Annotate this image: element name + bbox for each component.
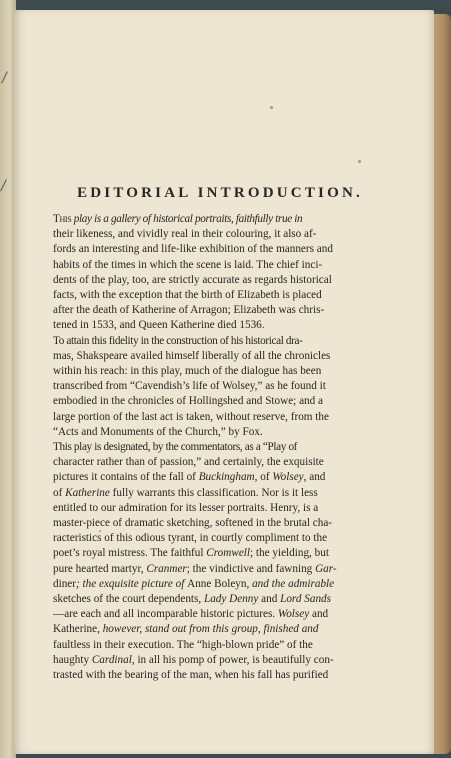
text-line <box>40 273 400 288</box>
text-segment: sketches of the court dependents, <box>53 593 204 606</box>
text-segment: entitled to our admiration for its lesser portraits. Henry, is a <box>53 501 319 514</box>
text-line <box>40 531 400 546</box>
text-segment: diner <box>53 577 76 590</box>
text-line <box>40 242 400 257</box>
paragraph <box>40 440 400 683</box>
text-line <box>40 379 400 394</box>
italic-name: Cardinal <box>91 653 132 666</box>
text-line <box>40 638 400 653</box>
text-segment: “Acts and Monuments of the Church,” by Fox. <box>53 425 263 438</box>
text-line <box>27 334 400 349</box>
text-segment: Anne Boleyn <box>187 577 247 590</box>
text-segment: —are each and all incomparable historic pictures. <box>53 608 278 621</box>
section-heading: EDITORIAL INTRODUCTION. <box>77 185 363 201</box>
text-segment: embodied in the chronicles of Hollingshed and Stowe; and a <box>53 395 323 408</box>
text-segment: faultless in their execution. The “high-blown pride” of the <box>53 638 313 651</box>
text-segment: This play is designated, by the commentators, as a “Play of <box>53 441 298 454</box>
italic-name: , and the admirable <box>246 577 335 590</box>
text-segment: trasted with the bearing of the man, when his fall has purified <box>53 669 329 682</box>
text-line <box>40 668 400 683</box>
text-segment: tened in 1533, and Queen Katherine died 1536. <box>53 319 265 332</box>
text-segment: and <box>309 608 329 621</box>
text-segment: within his reach: in this play, much of the dialogue has been <box>53 365 322 378</box>
italic-name: Wolsey <box>277 608 310 621</box>
text-line <box>40 349 400 364</box>
italic-name: Lord Sands <box>280 593 331 606</box>
text-segment: pure hearted martyr, <box>53 562 147 575</box>
text-segment: poet’s royal mistress. The faithful <box>53 547 207 560</box>
text-segment: haughty <box>53 653 92 666</box>
text-line <box>40 227 400 242</box>
text-line <box>40 410 400 425</box>
text-line <box>40 562 400 577</box>
text-line <box>40 501 400 516</box>
text-segment: fully warrants this classification. Nor is it less <box>109 486 318 499</box>
text-segment: pictures it contains of the fall of <box>53 471 199 484</box>
text-line <box>40 455 400 470</box>
text-segment: dents of the play, too, are strictly accurate as regards historical <box>53 273 332 286</box>
text-segment: and <box>258 593 281 606</box>
text-line <box>40 394 400 409</box>
text-segment: facts, with the exception that the birth of Elizabeth is placed <box>53 289 322 302</box>
text-line <box>40 592 400 607</box>
text-line <box>40 364 400 379</box>
text-line <box>27 212 400 227</box>
text-line <box>40 516 400 531</box>
text-line <box>27 440 400 455</box>
paragraph <box>40 212 400 334</box>
text-segment: large portion of the last act is taken, without reserve, from the <box>53 410 329 423</box>
paper-spot <box>358 160 361 163</box>
text-segment: habits of the times in which the scene is laid. The chief inci- <box>53 258 323 271</box>
paragraph <box>40 334 400 440</box>
text-segment: transcribed from “Cavendish’s life of Wolsey,” as he found it <box>53 380 326 393</box>
text-line <box>40 546 400 561</box>
italic-name: Wolsey <box>272 471 304 484</box>
book-fore-edge <box>431 14 451 754</box>
italic-name: ; the exquisite picture of <box>76 577 188 590</box>
text-segment: , in all his pomp of power, is beautifully con- <box>131 653 334 666</box>
text-line <box>40 318 400 333</box>
pencil-mark: / <box>2 70 7 86</box>
text-segment: racteristics of this odious tyrant, in courtly compliment to the <box>53 532 328 545</box>
text-segment: , and <box>303 471 326 484</box>
italic-name: , however, stand out from this group, finished and <box>97 623 319 636</box>
text-line <box>40 470 400 485</box>
paper-spot <box>270 106 273 109</box>
text-segment: mas, Shakspeare availed himself liberally of all the chronicles <box>53 349 331 362</box>
text-line <box>40 622 400 637</box>
italic-name: Cromwell <box>206 547 250 560</box>
text-segment: after the death of Katherine of Arragon; Elizabeth was chris- <box>53 304 325 317</box>
text-segment: , of <box>254 471 273 484</box>
text-segment: of <box>53 486 66 499</box>
italic-name: play is a gallery of historical portraits, faithfully true in <box>71 213 303 225</box>
text-line <box>40 288 400 303</box>
italic-name: Katherine <box>65 486 110 499</box>
italic-name: Cranmer <box>146 562 187 575</box>
text-segment: their likeness, and vividly real in their colouring, it also af- <box>53 228 317 241</box>
body-text <box>40 212 400 683</box>
text-line <box>40 607 400 622</box>
pencil-mark: / <box>1 178 6 194</box>
italic-name: Gar- <box>315 562 337 575</box>
italic-name: Lady Denny <box>203 593 259 606</box>
text-line <box>40 577 400 592</box>
text-segment: character rather than of passion,” and certainly, the exquisite <box>53 456 324 469</box>
text-segment: Katherine <box>53 623 98 636</box>
text-segment: To attain this fidelity in the construction of his historical dra- <box>53 334 303 347</box>
italic-name: Buckingham <box>198 471 255 484</box>
text-segment: ; the vindictive and fawning <box>186 562 316 575</box>
text-line <box>40 425 400 440</box>
text-line <box>40 653 400 668</box>
text-line <box>40 258 400 273</box>
text-segment: ; the yielding, but <box>250 547 329 560</box>
text-segment: master-piece of dramatic sketching, softened in the brutal cha- <box>53 517 333 530</box>
text-line <box>40 303 400 318</box>
text-segment: fords an interesting and life-like exhibition of the manners and <box>53 243 333 256</box>
text-line <box>40 486 400 501</box>
drop-word: This <box>53 213 72 225</box>
